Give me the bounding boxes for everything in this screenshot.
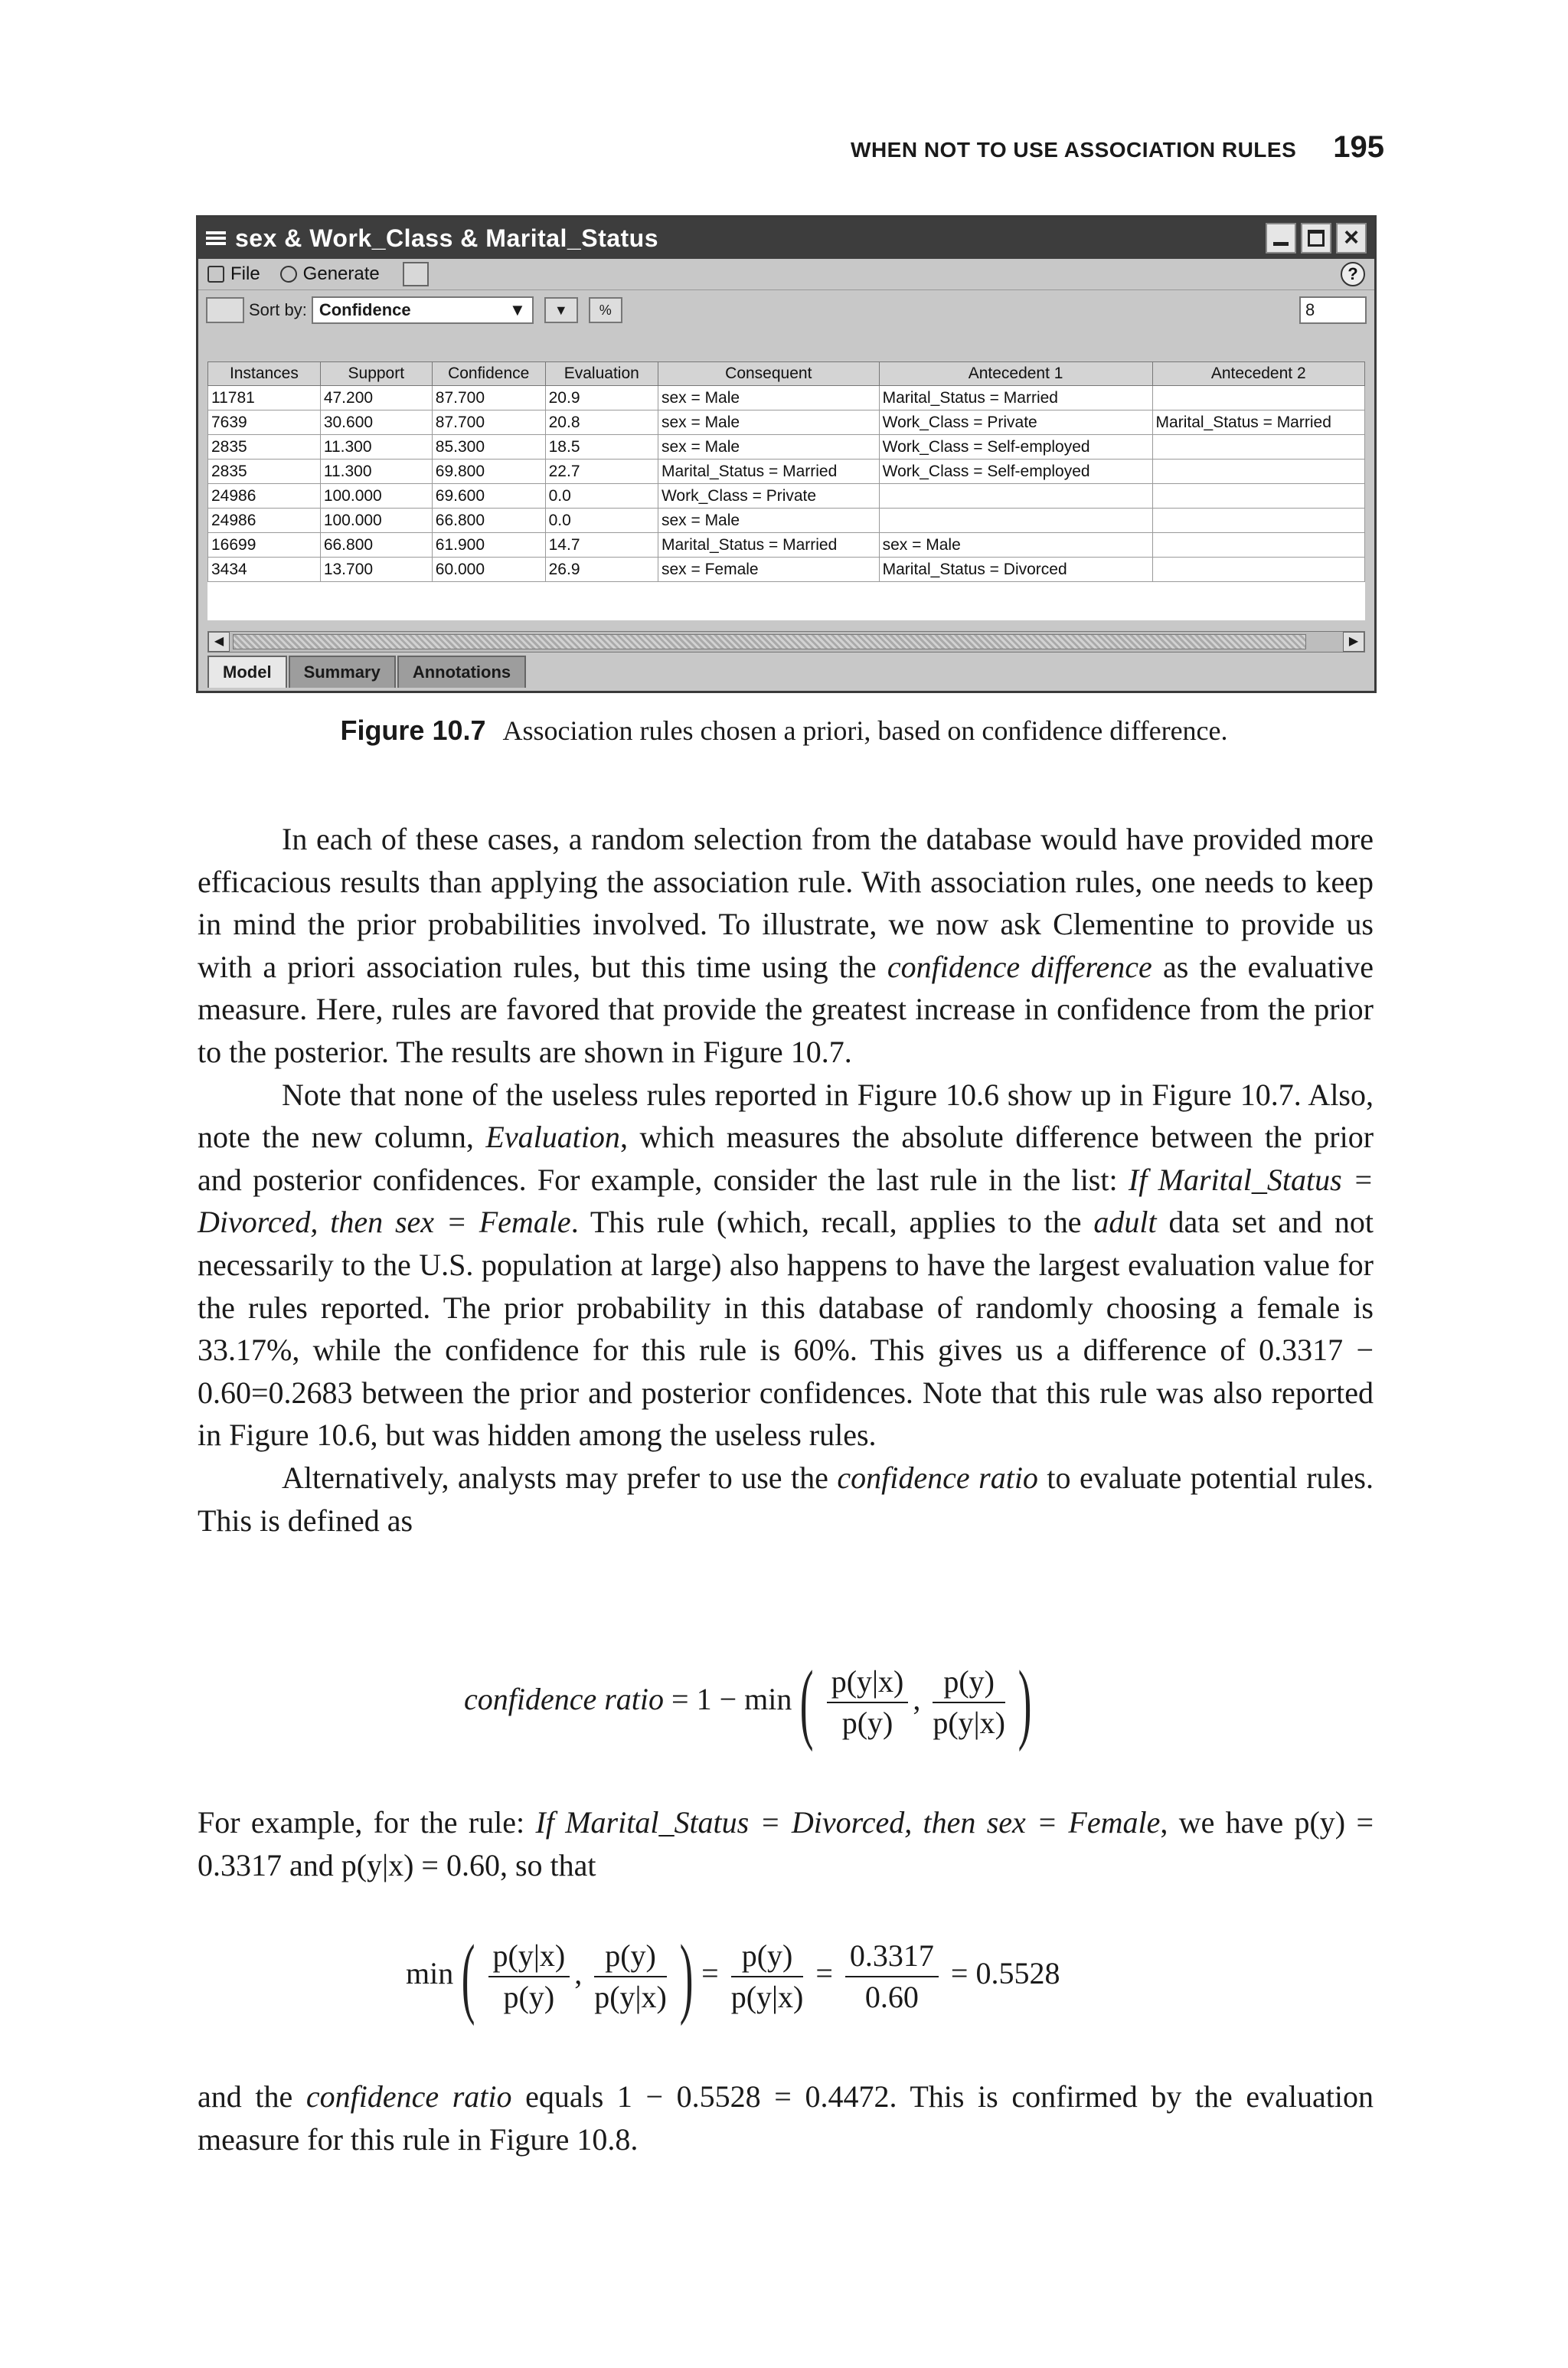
- table-row[interactable]: [208, 460, 1365, 484]
- sort-select[interactable]: [312, 296, 534, 324]
- paragraph-5: and the confidence ratio equals 1 − 0.5528 = 0.4472. This is confirmed by the evaluation measure for this rule in Figure 10.8.: [198, 2079, 1374, 2157]
- body-text-block-2: [198, 1801, 1374, 1886]
- figure-label: Figure 10.7: [340, 715, 486, 746]
- sort-direction-button[interactable]: ▼: [544, 297, 578, 323]
- minimize-button[interactable]: [1266, 223, 1296, 253]
- tab-annotations[interactable]: Annotations: [397, 656, 526, 688]
- rules-table-container: [207, 361, 1365, 620]
- column-header[interactable]: Antecedent 1: [879, 362, 1152, 386]
- table-cell: Marital_Status = Divorced: [879, 558, 1152, 582]
- table-cell: 47.200: [320, 386, 432, 410]
- file-icon: [207, 266, 224, 283]
- scroll-thumb[interactable]: [233, 634, 1306, 649]
- paragraph-2: Note that none of the useless rules reported in Figure 10.6 show up in Figure 10.7. Also, note the new column, Evaluation, which measures the absolute difference between the prior and posterior confidences. For example, consider the last rule in the list: If Marital_Status = Divorced, then sex = Female. This rule (which, recall, applies to the adult data set and not necessarily to the U.S. population at large) also happens to have the largest evaluation value for the rules reported. The prior probability in this database of randomly choosing a female is 33.17%, while the confidence for this rule is 60%. This gives us a difference of 0.3317 − 0.60=0.2683 between the prior and posterior confidences. Note that this rule was also reported in Figure 10.6, but was hidden among the useless rules.: [198, 1077, 1374, 1453]
- column-header[interactable]: Consequent: [658, 362, 879, 386]
- table-cell: 100.000: [320, 509, 432, 533]
- section-title: WHEN NOT TO USE ASSOCIATION RULES: [851, 138, 1297, 162]
- generate-icon: [280, 266, 297, 283]
- column-header[interactable]: Evaluation: [545, 362, 658, 386]
- table-cell: 87.700: [432, 410, 545, 435]
- table-header-row: [208, 362, 1365, 386]
- horizontal-scrollbar[interactable]: [207, 631, 1365, 653]
- show-criteria-button[interactable]: %: [589, 297, 622, 323]
- table-cell: 22.7: [545, 460, 658, 484]
- running-header: [851, 130, 1384, 165]
- fraction: $\frac{p(y|x)}{p(y)}$: [488, 1936, 570, 2017]
- window-title: sex & Work_Class & Marital_Status: [235, 224, 659, 252]
- fraction: $\frac{p(y)}{p(y|x)}$: [594, 1936, 667, 2017]
- table-cell: 11.300: [320, 460, 432, 484]
- fraction: $\frac{0.3317}{0.60}$: [845, 1936, 939, 2017]
- rules-window: [196, 215, 1377, 693]
- figure-caption-text: Association rules chosen a priori, based on confidence difference.: [502, 715, 1228, 746]
- paragraph-3: Alternatively, analysts may prefer to use the confidence ratio to evaluate potential rules. This is defined as: [198, 1460, 1374, 1538]
- generate-menu[interactable]: [280, 263, 380, 285]
- column-header[interactable]: Instances: [208, 362, 321, 386]
- table-cell: 66.800: [320, 533, 432, 558]
- table-cell: 24986: [208, 484, 321, 509]
- scroll-left-icon[interactable]: ◀: [208, 632, 230, 652]
- table-cell: [1152, 435, 1364, 460]
- export-icon[interactable]: [403, 262, 429, 286]
- table-cell: Work_Class = Self-employed: [879, 460, 1152, 484]
- menu-bar: [198, 259, 1374, 290]
- body-text-block-3: [198, 2075, 1374, 2160]
- table-cell: 66.800: [432, 509, 545, 533]
- sort-toolbar: [198, 290, 1374, 330]
- table-cell: 11.300: [320, 435, 432, 460]
- file-menu-label: File: [230, 263, 260, 284]
- tab-strip: [207, 656, 528, 688]
- sort-label: Sort by:: [249, 300, 307, 319]
- table-row[interactable]: [208, 410, 1365, 435]
- chevron-down-icon: ▼: [509, 300, 526, 319]
- table-cell: 100.000: [320, 484, 432, 509]
- table-cell: 26.9: [545, 558, 658, 582]
- table-cell: Work_Class = Private: [879, 410, 1152, 435]
- column-header[interactable]: Support: [320, 362, 432, 386]
- scroll-right-icon[interactable]: ▶: [1343, 632, 1364, 652]
- rules-node-icon: [206, 230, 227, 247]
- paragraph-1: In each of these cases, a random selection from the database would have provided more efficacious results than applying the association rule. With association rules, one needs to keep in mind the prior probabilities involved. To illustrate, we now ask Clementine to provide us with a priori association rules, but this time using the confidence difference as the evaluative measure. Here, rules are favored that provide the greatest increase in confidence from the prior to the posterior. The results are shown in Figure 10.7.: [198, 822, 1374, 1069]
- column-header[interactable]: Antecedent 2: [1152, 362, 1364, 386]
- table-cell: 61.900: [432, 533, 545, 558]
- table-cell: 16699: [208, 533, 321, 558]
- table-cell: 24986: [208, 509, 321, 533]
- table-cell: Marital_Status = Married: [658, 460, 879, 484]
- table-cell: 20.9: [545, 386, 658, 410]
- table-cell: 69.600: [432, 484, 545, 509]
- tab-summary[interactable]: Summary: [289, 656, 396, 688]
- file-menu[interactable]: [207, 263, 260, 285]
- table-row[interactable]: [208, 533, 1365, 558]
- generate-menu-label: Generate: [302, 263, 380, 284]
- table-cell: Marital_Status = Married: [658, 533, 879, 558]
- table-cell: [1152, 509, 1364, 533]
- table-cell: 87.700: [432, 386, 545, 410]
- rule-count: 8: [1299, 296, 1367, 324]
- table-cell: [1152, 386, 1364, 410]
- table-cell: sex = Male: [879, 533, 1152, 558]
- table-cell: 60.000: [432, 558, 545, 582]
- body-text-block-1: [198, 818, 1374, 1542]
- table-cell: Marital_Status = Married: [1152, 410, 1364, 435]
- fraction: $\frac{p(y|x)}{p(y)}$: [827, 1662, 909, 1743]
- column-header[interactable]: Confidence: [432, 362, 545, 386]
- table-cell: 0.0: [545, 509, 658, 533]
- table-cell: [1152, 484, 1364, 509]
- table-cell: 13.700: [320, 558, 432, 582]
- help-button[interactable]: ?: [1341, 262, 1365, 286]
- paragraph-4: For example, for the rule: If Marital_Status = Divorced, then sex = Female, we have p(y) = 0.3317 and p(y|x) = 0.60, so that: [198, 1805, 1374, 1882]
- table-cell: [879, 509, 1152, 533]
- table-cell: sex = Male: [658, 435, 879, 460]
- table-row[interactable]: [208, 435, 1365, 460]
- table-cell: Work_Class = Private: [658, 484, 879, 509]
- page-number: 195: [1333, 130, 1384, 164]
- table-cell: Marital_Status = Married: [879, 386, 1152, 410]
- table-row[interactable]: [208, 484, 1365, 509]
- table-cell: sex = Male: [658, 410, 879, 435]
- fraction: $\frac{p(y)}{p(y|x)}$: [731, 1936, 804, 2017]
- table-cell: 20.8: [545, 410, 658, 435]
- table-cell: [1152, 558, 1364, 582]
- table-cell: 85.300: [432, 435, 545, 460]
- table-cell: 69.800: [432, 460, 545, 484]
- fraction: $\frac{p(y)}{p(y|x)}$: [933, 1662, 1005, 1743]
- sort-icon[interactable]: [206, 297, 244, 323]
- maximize-button[interactable]: [1301, 223, 1331, 253]
- table-row[interactable]: [208, 509, 1365, 533]
- table-cell: [879, 484, 1152, 509]
- table-row[interactable]: [208, 386, 1365, 410]
- tab-model[interactable]: Model: [207, 656, 287, 688]
- equation-confidence-ratio: confidence ratio = 1 − min ( $\frac{p(y|x)}{p(y)}$ , $\frac{p(y)}{p(y|x)}$ ): [464, 1652, 1032, 1752]
- table-cell: 7639: [208, 410, 321, 435]
- table-cell: sex = Male: [658, 509, 879, 533]
- table-cell: Work_Class = Self-employed: [879, 435, 1152, 460]
- table-cell: [1152, 460, 1364, 484]
- table-cell: 2835: [208, 460, 321, 484]
- table-cell: 2835: [208, 435, 321, 460]
- close-button[interactable]: ×: [1336, 223, 1367, 253]
- sort-value: Confidence: [318, 300, 411, 319]
- table-cell: sex = Male: [658, 386, 879, 410]
- table-cell: 18.5: [545, 435, 658, 460]
- table-row[interactable]: [208, 558, 1365, 582]
- figure-caption: [0, 715, 1568, 747]
- table-cell: 3434: [208, 558, 321, 582]
- equation-min-ratio: min ( $\frac{p(y|x)}{p(y)}$ , $\frac{p(y)}{p(y|x)}$ ) = $\frac{p(y)}{p(y|x)}$ = $\frac{0.3317}{0.60}$ = 0.5528: [406, 1926, 1060, 2026]
- table-cell: 30.600: [320, 410, 432, 435]
- table-cell: sex = Female: [658, 558, 879, 582]
- table-cell: 11781: [208, 386, 321, 410]
- table-cell: 0.0: [545, 484, 658, 509]
- window-titlebar: [198, 218, 1374, 259]
- rules-table: [207, 361, 1365, 582]
- table-cell: [1152, 533, 1364, 558]
- table-cell: 14.7: [545, 533, 658, 558]
